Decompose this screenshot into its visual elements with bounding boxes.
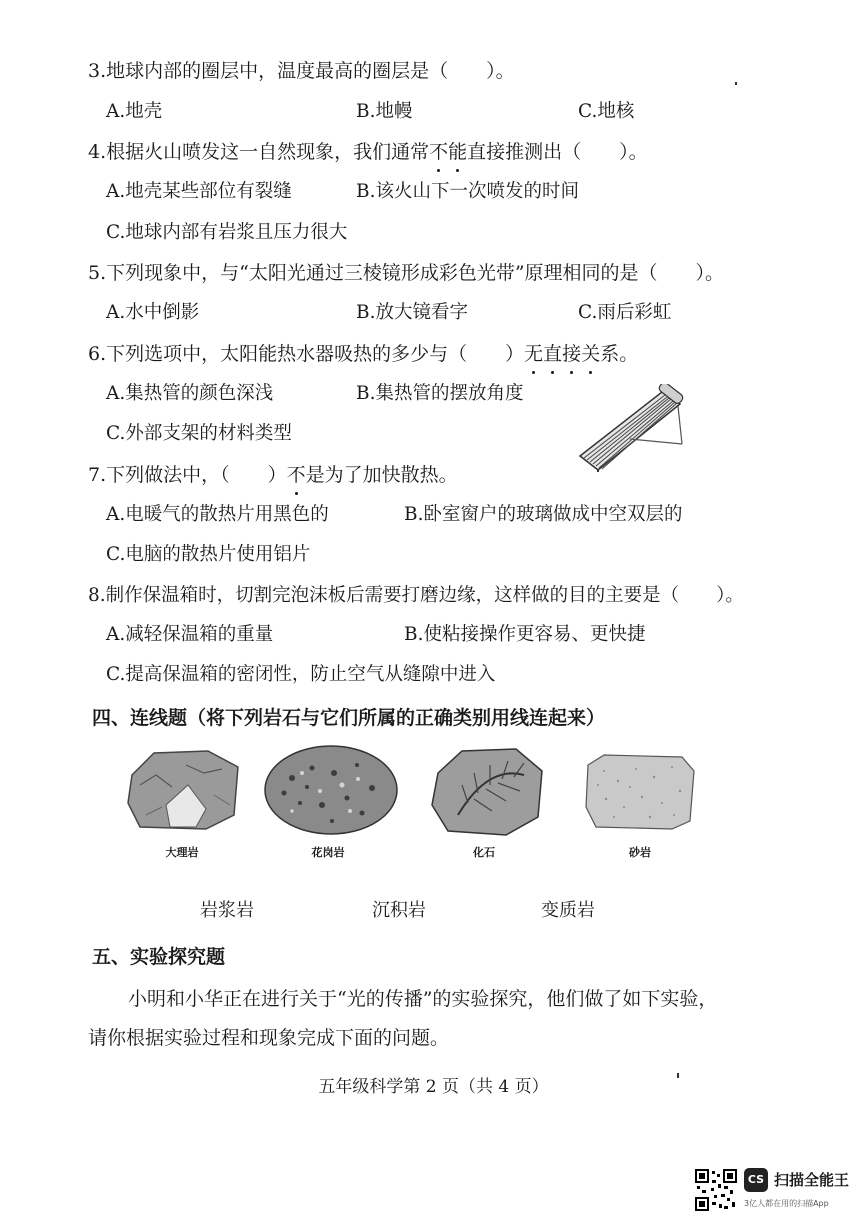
question-5-option-c: C.雨后彩虹: [578, 302, 672, 323]
fossil-rock-image: [428, 745, 546, 837]
scan-speck: [735, 82, 737, 85]
question-6-stem: [88, 341, 638, 367]
question-4-option-a: A.地壳某些部位有裂缝: [106, 181, 292, 202]
question-8-option-a: A.减轻保温箱的重量: [106, 624, 274, 645]
question-6-option-a: A.集热管的颜色深浅: [106, 383, 274, 404]
question-4-option-c: C.地球内部有岩浆且压力很大: [106, 222, 348, 243]
question-5-stem: 5.下列现象中，与“太阳光通过三棱镜形成彩色光带”原理相同的是（ ）。: [88, 262, 725, 284]
rock-label-sandstone: 砂岩: [629, 846, 651, 859]
category-igneous: 岩浆岩: [200, 900, 254, 921]
category-sedimentary: 沉积岩: [372, 900, 426, 921]
solar-water-heater-image: [570, 384, 690, 474]
question-8-option-c: C.提高保温箱的密闭性，防止空气从缝隙中进入: [106, 664, 496, 685]
rock-label-fossil: 化石: [473, 846, 495, 859]
granite-rock-image: [262, 743, 400, 837]
rock-label-marble: 大理岩: [165, 846, 199, 859]
question-4-stem-part: 直接推测出（ ）。: [467, 141, 648, 163]
question-5-option-b: B.放大镜看字: [356, 302, 468, 323]
qr-code-icon: [694, 1168, 738, 1212]
emphasis-char: 关: [581, 343, 601, 365]
emphasis-char: 不: [429, 141, 449, 163]
emphasis-char: 无: [524, 343, 544, 365]
question-7-stem: [88, 462, 458, 488]
question-4-stem: [88, 139, 648, 165]
question-4-stem-part: 4.根据火山喷发这一自然现象，我们通常: [88, 141, 430, 163]
question-6-option-c: C.外部支架的材料类型: [106, 423, 292, 444]
emphasis-char: 接: [562, 343, 582, 365]
category-metamorphic: 变质岩: [541, 900, 595, 921]
section-5-paragraph-line-1: 小明和小华正在进行关于“光的传播”的实验探究，他们做了如下实验，: [128, 988, 718, 1010]
question-5-option-a: A.水中倒影: [106, 302, 200, 323]
scanner-name: 扫描全能王: [774, 1171, 850, 1189]
question-7-stem-part: 7.下列做法中，（ ）: [88, 464, 287, 486]
question-6-stem-part: 6.下列选项中，太阳能热水器吸热的多少与（ ）: [88, 343, 525, 365]
question-3-option-a: A.地壳: [106, 101, 163, 122]
question-7-option-a: A.电暖气的散热片用黑色的: [106, 504, 329, 525]
emphasis-char: 能: [448, 141, 468, 163]
question-4-option-b: B.该火山下一次喷发的时间: [356, 181, 579, 202]
page-footer: 五年级科学第 2 页（共 4 页）: [318, 1077, 549, 1097]
question-6-stem-part: 系。: [600, 343, 639, 365]
question-7-stem-part: 是为了加快散热。: [305, 464, 458, 486]
section-5-title: 五、实验探究题: [92, 946, 226, 968]
emphasis-char: 直: [543, 343, 563, 365]
rock-label-granite: 花岗岩: [311, 846, 345, 859]
section-4-title: 四、连线题（将下列岩石与它们所属的正确类别用线连起来）: [92, 707, 606, 729]
scan-speck: [677, 1073, 679, 1078]
question-3-option-c: C.地核: [578, 101, 635, 122]
question-8-stem: 8.制作保温箱时，切割完泡沫板后需要打磨边缘，这样做的目的主要是（ ）。: [88, 585, 744, 606]
scanner-logo-icon: CS: [744, 1168, 768, 1192]
question-6-option-b: B.集热管的摆放角度: [356, 383, 524, 404]
question-7-option-c: C.电脑的散热片使用铝片: [106, 544, 311, 565]
sandstone-rock-image: [584, 751, 696, 831]
question-7-option-b: B.卧室窗户的玻璃做成中空双层的: [404, 504, 683, 525]
question-8-option-b: B.使粘接操作更容易、更快捷: [404, 624, 646, 645]
marble-rock-image: [126, 745, 244, 833]
question-3-stem: 3.地球内部的圈层中，温度最高的圈层是（ ）。: [88, 60, 515, 82]
question-3-option-b: B.地幔: [356, 101, 413, 122]
scanner-tagline: 3亿人都在用的扫描App: [744, 1199, 829, 1208]
emphasis-char: 不: [286, 464, 306, 486]
section-5-paragraph-line-2: 请你根据实验过程和现象完成下面的问题。: [88, 1027, 450, 1049]
